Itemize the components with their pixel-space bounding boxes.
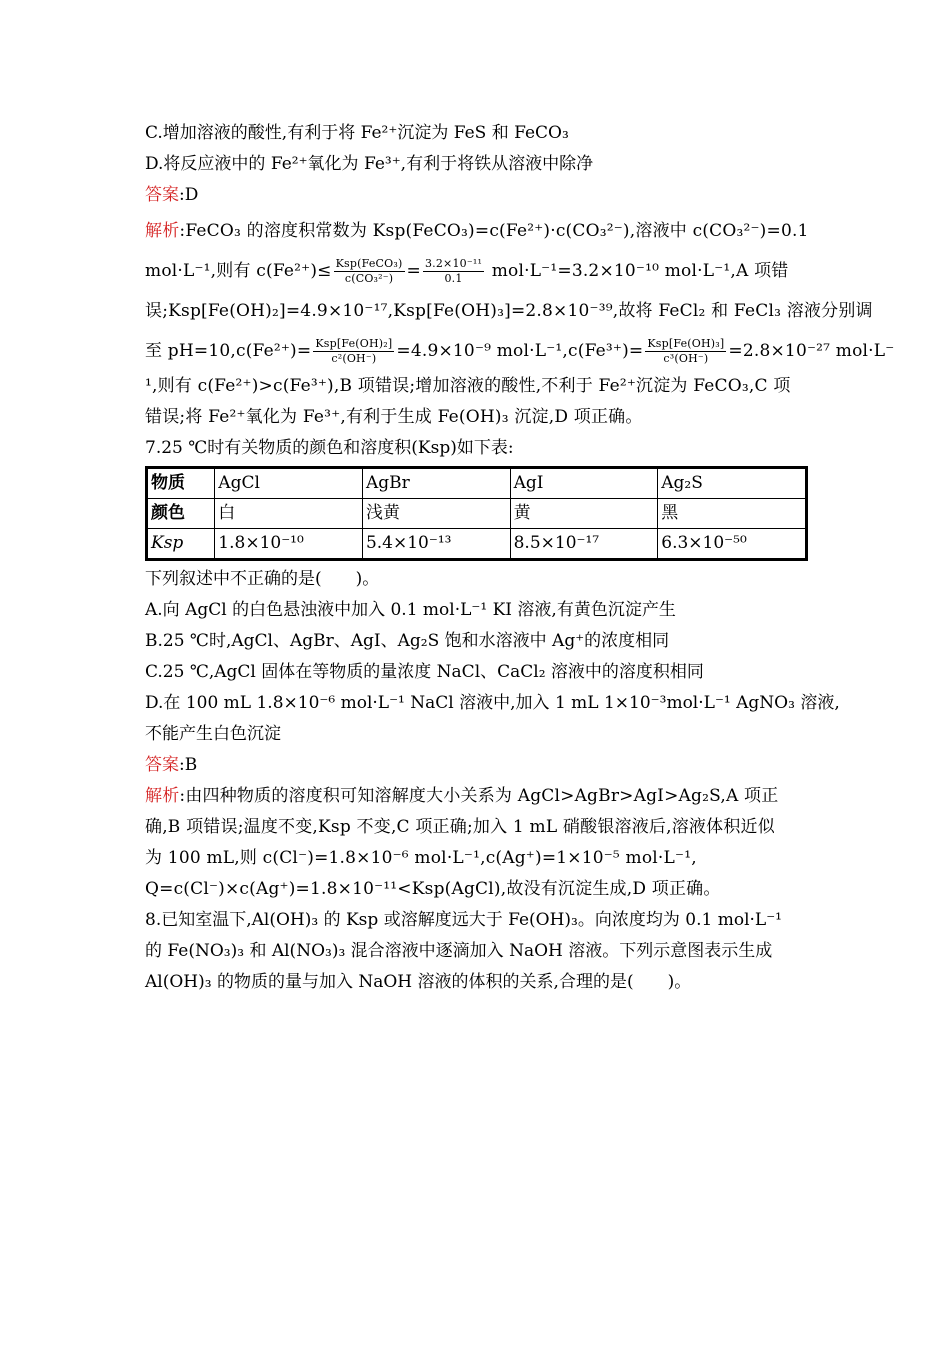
table-cell: AgCl — [215, 468, 363, 499]
q7-expl-line-4: Q=c(Cl⁻)×c(Ag⁺)=1.8×10⁻¹¹<Ksp(AgCl),故没有沉淀生成,D 项正确。 — [145, 879, 721, 899]
table-cell: Ag₂S — [658, 468, 807, 499]
table-cell: 6.3×10⁻⁵⁰ — [658, 529, 807, 560]
table-cell: AgI — [510, 468, 658, 499]
q7-expl-line-1: 解析:由四种物质的溶度积可知溶解度大小关系为 AgCl>AgBr>AgI>Ag₂S,A 项正 — [145, 786, 779, 806]
answer-value: :D — [179, 185, 199, 205]
q8-line-2: 的 Fe(NO₃)₃ 和 Al(NO₃)₃ 混合溶液中逐滴加入 NaOH 溶液。下列示意图表示生成 — [145, 941, 773, 961]
table-cell: 浅黄 — [362, 499, 510, 529]
q8-line-3: Al(OH)₃ 的物质的量与加入 NaOH 溶液的体积的关系,合理的是( )。 — [145, 972, 692, 992]
table-row — [147, 499, 807, 529]
fraction-value: $\frac{\text{3.2×10⁻¹¹}}{0.1}$ — [424, 257, 483, 285]
q7-explanation — [145, 781, 810, 905]
table-row — [147, 529, 807, 560]
explanation-label: 解析 — [145, 786, 180, 806]
q7-expl-line-3: 为 100 mL,则 c(Cl⁻)=1.8×10⁻⁶ mol·L⁻¹,c(Ag⁺)=1×10⁻⁵ mol·L⁻¹, — [145, 848, 697, 868]
fraction-fe2: $\frac{\text{Ksp[Fe(OH)₂]}}{\text{c²(OH⁻)}}$ — [315, 337, 393, 365]
table-cell: 白 — [215, 499, 363, 529]
q6-expl-line-2: mol·L⁻¹,则有 c(Fe²⁺)≤ $\frac{\text{Ksp(FeCO₃)}}{\text{c(CO₃²⁻)}}$ = $\frac{\text{3.2×10⁻¹¹}}{0.1}$ mol·L⁻¹=3.2×10⁻¹⁰ mol·L⁻¹,A 项错 — [145, 257, 789, 285]
table-cell: 1.8×10⁻¹⁰ — [215, 529, 363, 560]
q7-ask: 下列叙述中不正确的是( )。 — [145, 569, 380, 589]
table-cell: 黄 — [510, 499, 658, 529]
q6-option-c: C.增加溶液的酸性,有利于将 Fe²⁺沉淀为 FeS 和 FeCO₃ — [145, 123, 569, 143]
q7-stem: 7.25 ℃时有关物质的颜色和溶度积(Ksp)如下表: — [145, 438, 514, 458]
fraction-ksp-feco3: $\frac{\text{Ksp(FeCO₃)}}{\text{c(CO₃²⁻)}}$ — [335, 257, 403, 285]
ksp-table — [145, 466, 808, 561]
table-cell: Ksp — [147, 529, 215, 560]
explanation-label: 解析 — [145, 221, 180, 241]
table-row — [147, 468, 807, 499]
q7-option-c: C.25 ℃,AgCl 固体在等物质的量浓度 NaCl、CaCl₂ 溶液中的溶度积相同 — [145, 662, 704, 682]
q7-expl-line-2: 确,B 项错误;温度不变,Ksp 不变,C 项正确;加入 1 mL 硝酸银溶液后,溶液体积近似 — [145, 817, 775, 837]
answer-label: 答案 — [145, 755, 179, 775]
q6-answer — [145, 180, 810, 211]
q7-option-d-line-1: D.在 100 mL 1.8×10⁻⁶ mol·L⁻¹ NaCl 溶液中,加入 1 mL 1×10⁻³mol·L⁻¹ AgNO₃ 溶液, — [145, 693, 840, 713]
document-page — [145, 118, 895, 998]
table-cell: 物质 — [147, 468, 215, 499]
q7-option-b: B.25 ℃时,AgCl、AgBr、AgI、Ag₂S 饱和水溶液中 Ag⁺的浓度相同 — [145, 631, 670, 651]
q6-explanation — [145, 211, 895, 433]
q7-option-a: A.向 AgCl 的白色悬浊液中加入 0.1 mol·L⁻¹ KI 溶液,有黄色沉淀产生 — [145, 600, 676, 620]
table-cell: 黑 — [658, 499, 807, 529]
fraction-fe3: $\frac{\text{Ksp[Fe(OH)₃]}}{\text{c³(OH⁻)}}$ — [647, 337, 725, 365]
q6-expl-line-6: 错误;将 Fe²⁺氧化为 Fe³⁺,有利于生成 Fe(OH)₃ 沉淀,D 项正确。 — [145, 407, 643, 427]
table-cell: 8.5×10⁻¹⁷ — [510, 529, 658, 560]
q6-expl-line-1: 解析:FeCO₃ 的溶度积常数为 Ksp(FeCO₃)=c(Fe²⁺)·c(CO₃²⁻),溶液中 c(CO₃²⁻)=0.1 — [145, 221, 809, 241]
table-cell: 颜色 — [147, 499, 215, 529]
q7-answer — [145, 750, 810, 781]
q6-option-d: D.将反应液中的 Fe²⁺氧化为 Fe³⁺,有利于将铁从溶液中除净 — [145, 154, 594, 174]
q6-expl-line-3: 误;Ksp[Fe(OH)₂]=4.9×10⁻¹⁷,Ksp[Fe(OH)₃]=2.8×10⁻³⁹,故将 FeCl₂ 和 FeCl₃ 溶液分别调 — [145, 301, 873, 321]
q8-line-1: 8.已知室温下,Al(OH)₃ 的 Ksp 或溶解度远大于 Fe(OH)₃。向浓度均为 0.1 mol·L⁻¹ — [145, 910, 782, 930]
table-cell: 5.4×10⁻¹³ — [362, 529, 510, 560]
answer-label: 答案 — [145, 185, 179, 205]
q7-option-d-line-2: 不能产生白色沉淀 — [145, 724, 281, 744]
q6-expl-line-4: 至 pH=10,c(Fe²⁺)= $\frac{\text{Ksp[Fe(OH)₂]}}{\text{c²(OH⁻)}}$ =4.9×10⁻⁹ mol·L⁻¹,c(Fe³⁺)= $\frac{\text{Ksp[Fe(OH)₃]}}{\text{c³(OH⁻)}}$ =2.8×10⁻²⁷ mol·L⁻ — [145, 337, 895, 365]
answer-value: :B — [179, 755, 198, 775]
q6-expl-line-5: ¹,则有 c(Fe²⁺)>c(Fe³⁺),B 项错误;增加溶液的酸性,不利于 Fe²⁺沉淀为 FeCO₃,C 项 — [145, 376, 791, 396]
table-cell: AgBr — [362, 468, 510, 499]
